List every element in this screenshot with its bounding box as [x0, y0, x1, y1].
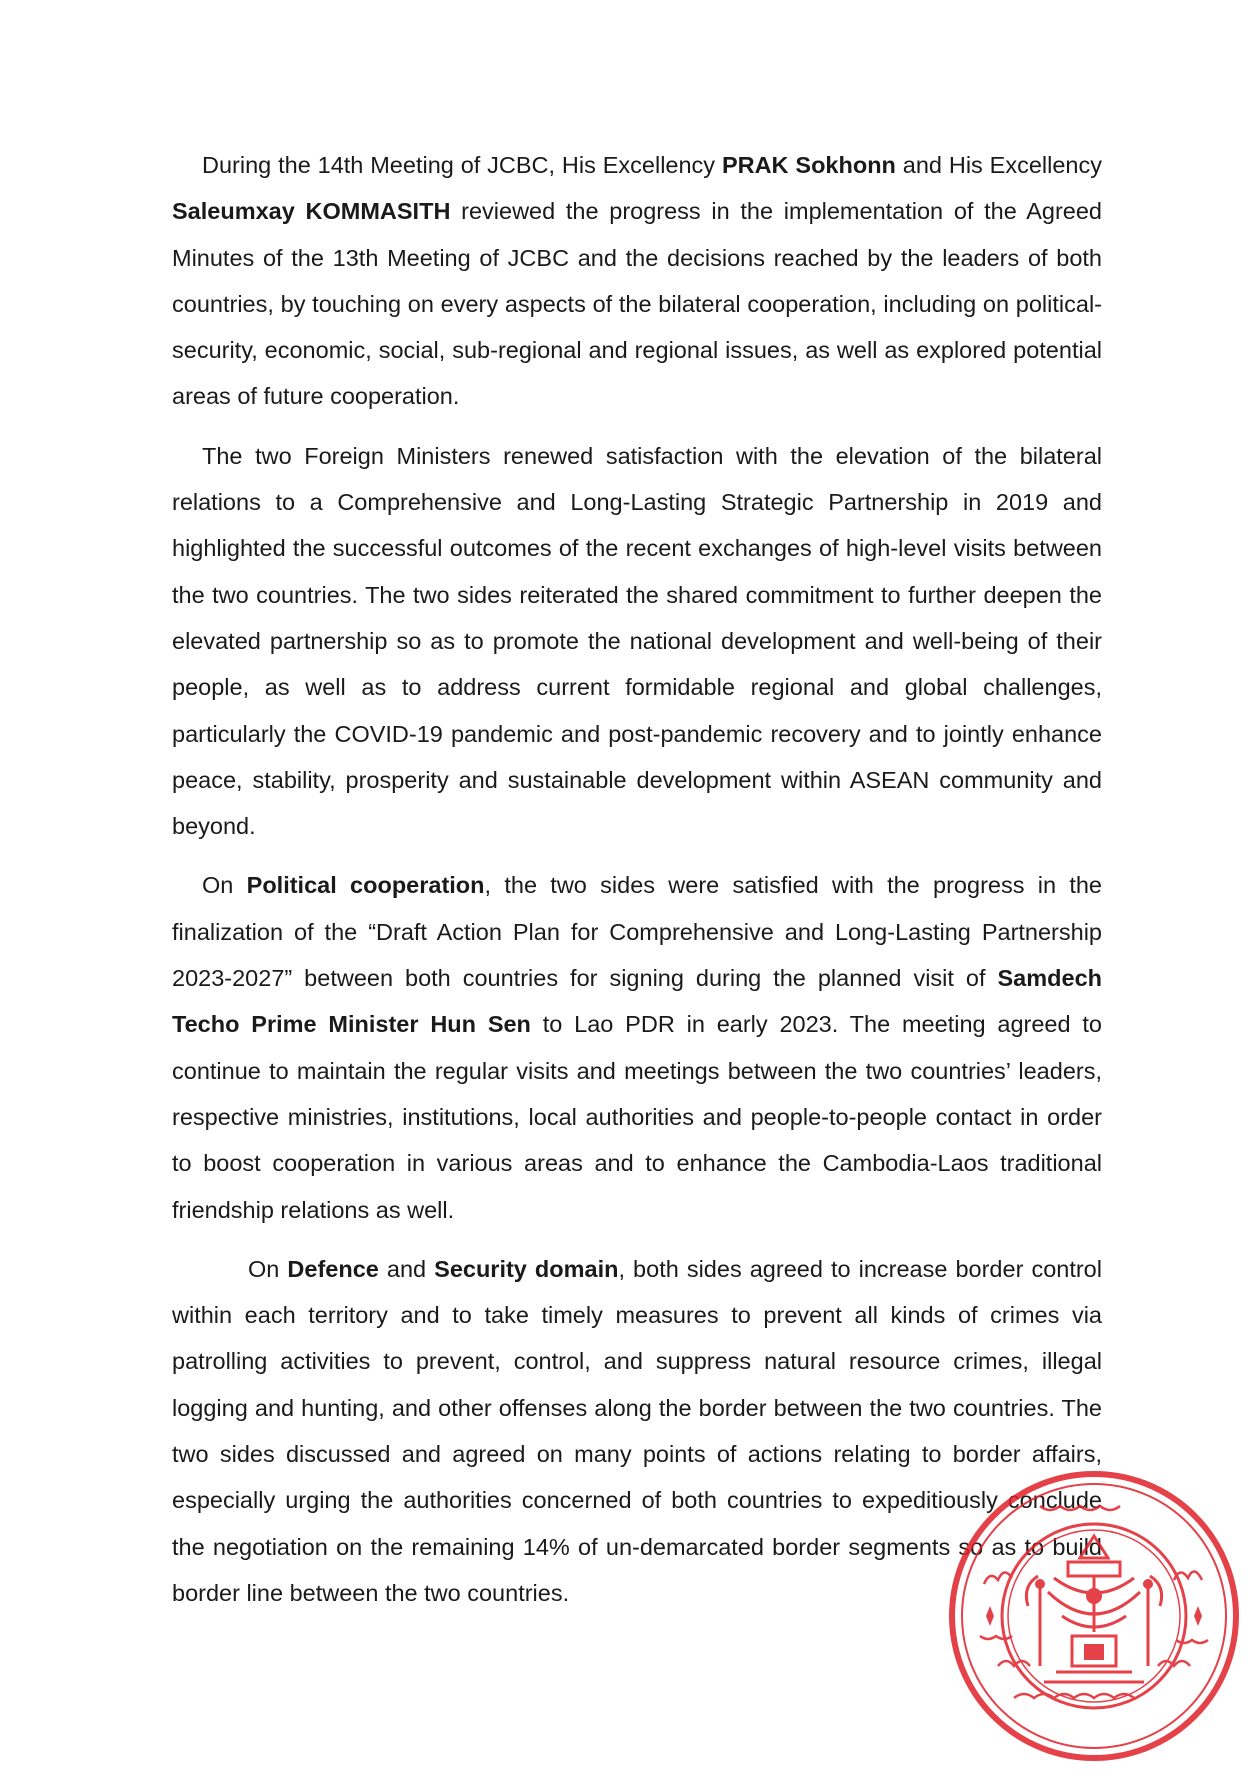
body-text: On — [202, 872, 247, 899]
emphasis-text: Saleumxay KOMMASITH — [172, 198, 451, 225]
emphasis-text: Samdech Techo Prime Minister Hun Sen — [172, 965, 1102, 1038]
document-body — [172, 142, 1102, 1629]
emphasis-text: PRAK Sokhonn — [721, 152, 896, 178]
body-text: and — [378, 1255, 435, 1282]
paragraph-review — [172, 142, 1102, 420]
body-text: , both sides agreed to increase border control within each territory and to take timely measures to prevent all kinds of crimes via patrolling activities to prevent, control, and suppress natural resource crimes, illegal logging and hunting, and other offenses along the border between the two countries. The two sides discussed and agreed on many points of actions relating to border affairs, especially urging the authorities concerned of both countries to expeditiously conclude the negotiation on the remaining 14% of un-demarcated border segments so as to build border line between the two countries. — [172, 1255, 1102, 1606]
body-text: reviewed the progress in the implementation of the Agreed Minutes of the 13th Meeting of JCBC and the decisions reached by the leaders of both countries, by touching on every aspects of the bilateral cooperation, including on political-security, economic, social, sub-regional and regional issues, as well as explored potential areas of future cooperation. — [172, 198, 1102, 410]
body-text: to Lao PDR in early 2023. The meeting agreed to continue to maintain the regular visits and meetings between the two countries’ leaders, respective ministries, institutions, local authorities and people-to-people contact in order to boost cooperation in various areas and to enhance the Cambodia-Laos traditional friendship relations as well. — [172, 1011, 1102, 1223]
paragraph-political-cooperation — [172, 862, 1102, 1232]
body-text: , the two sides were satisfied with the progress in the finalization of the “Draft Action Plan for Comprehensive and Long-Lasting Partnership 2023-2027” between both countries for signing during the planned visit of — [172, 872, 1102, 992]
emphasis-text: Defence — [287, 1255, 379, 1282]
body-text: and His Excellency — [895, 152, 1102, 178]
official-seal-icon — [944, 1466, 1244, 1766]
body-text: The two Foreign Ministers renewed satisfaction with the elevation of the bilateral relations to a Comprehensive and Long-Lasting Strategic Partnership in 2019 and highlighted the successful outcomes of the recent exchanges of high-level visits between the two countries. The two sides reiterated the shared commitment to further deepen the elevated partnership so as to promote the national development and well-being of their people, as well as to address current formidable regional and global challenges, particularly the COVID-19 pandemic and post-pandemic recovery and to jointly enhance peace, stability, prosperity and sustainable development within ASEAN community and beyond. — [172, 442, 1102, 840]
body-text: On — [248, 1255, 288, 1282]
body-text: During the 14th Meeting of JCBC, His Excellency — [202, 152, 722, 178]
paragraph-partnership — [172, 433, 1102, 850]
emphasis-text: Security domain — [434, 1255, 619, 1282]
emphasis-text: Political cooperation — [246, 872, 485, 899]
